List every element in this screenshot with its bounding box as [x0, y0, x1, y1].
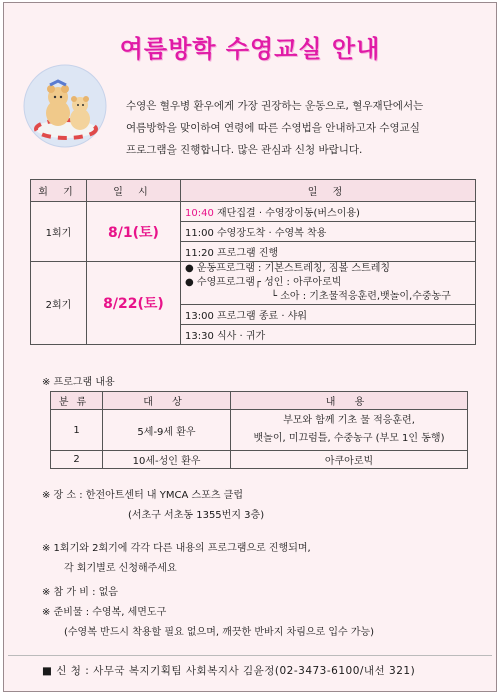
intro-line: 프로그램을 진행합니다. 많은 관심과 신청 바랍니다.	[126, 144, 363, 156]
page-title: 여름방학 수영교실 안내	[119, 35, 381, 63]
column-header: 회 기	[31, 180, 87, 202]
schedule-table	[30, 179, 476, 345]
schedule-item: 13:30 식사 · 귀가	[181, 325, 476, 345]
program-no: 1	[51, 410, 103, 451]
program-content	[231, 410, 468, 451]
notice-page	[3, 2, 497, 692]
column-header: 일 정	[181, 180, 476, 202]
intro-line: 여름방학을 맞이하여 연령에 따른 수영법을 안내하고자 수영교실	[126, 122, 420, 134]
intro-line: 수영은 혈우병 환우에게 가장 권장하는 운동으로, 혈우재단에서는	[126, 100, 424, 112]
notice-info	[42, 539, 311, 579]
place-info	[42, 486, 264, 526]
place-line: ※ 장 소 : 한전아트센터 내 YMCA 스포츠 클럽	[42, 490, 243, 501]
round-cell: 2회기	[31, 262, 87, 345]
intro-text	[126, 95, 486, 161]
program-no: 2	[51, 451, 103, 469]
schedule-item: 11:20 프로그램 진행	[181, 242, 476, 262]
supplies-info	[42, 603, 374, 643]
schedule-item	[181, 202, 476, 222]
date-cell: 8/1(토)	[87, 202, 181, 262]
table-header-row	[31, 180, 476, 202]
notice-line: ※ 1회기와 2회기에 각각 다른 내용의 프로그램으로 진행되며,	[42, 543, 311, 554]
schedule-item: 13:00 프로그램 종료 · 샤워	[181, 305, 476, 325]
place-address: (서초구 서초동 1355번지 3층)	[128, 510, 265, 521]
program-section-label: ※ 프로그램 내용	[42, 377, 115, 388]
schedule-subitem: ● 운동프로그램 : 기본스트레칭, 짐볼 스트레칭	[185, 263, 391, 274]
fee-info: ※ 참 가 비 : 없음	[42, 587, 118, 598]
date-cell: 8/22(토)	[87, 262, 181, 345]
program-table	[50, 391, 468, 469]
column-header: 대 상	[103, 392, 231, 410]
column-header: 내 용	[231, 392, 468, 410]
column-header: 분류	[51, 392, 103, 410]
schedule-time: 10:40	[185, 208, 214, 219]
program-content-line: 아쿠아로빅	[231, 451, 468, 469]
notice-line: 각 회기별로 신청해주세요	[64, 563, 177, 574]
application-contact: ■ 신 청 : 사무국 복지기획팀 사회복지사 김윤정(02-3473-6100/내선 321)	[42, 665, 416, 677]
schedule-text: 재단집결 · 수영장이동(버스이용)	[217, 208, 360, 219]
supplies-note: (수영복 반드시 착용할 필요 없으며, 깨끗한 반바지 차림으로 입수 가능)	[64, 627, 375, 638]
program-content-line: 부모와 함께 기초 물 적응훈련,	[283, 415, 415, 426]
program-content-line: 뱃놀이, 미끄럼틀, 수중농구 (부모 1인 동행)	[253, 433, 445, 444]
schedule-item: 11:00 수영장도착 · 수영복 착용	[181, 222, 476, 242]
teddy-bear-mascot-icon	[22, 63, 108, 149]
schedule-subitems	[181, 262, 476, 305]
table-row	[31, 262, 476, 305]
table-row	[31, 202, 476, 222]
program-target: 10세-성인 환우	[103, 451, 231, 469]
divider	[8, 655, 492, 656]
schedule-subitem: ● 수영프로그램┌ 성인 : 아쿠아로빅	[185, 277, 342, 288]
round-cell: 1회기	[31, 202, 87, 262]
table-row	[51, 451, 468, 469]
table-header-row	[51, 392, 468, 410]
program-target: 5세-9세 환우	[103, 410, 231, 451]
table-row	[51, 410, 468, 451]
column-header: 일 시	[87, 180, 181, 202]
supplies-line: ※ 준비물 : 수영복, 세면도구	[42, 607, 167, 618]
schedule-subitem: └ 소아 : 기초물적응훈련,뱃놀이,수중농구	[271, 291, 451, 302]
